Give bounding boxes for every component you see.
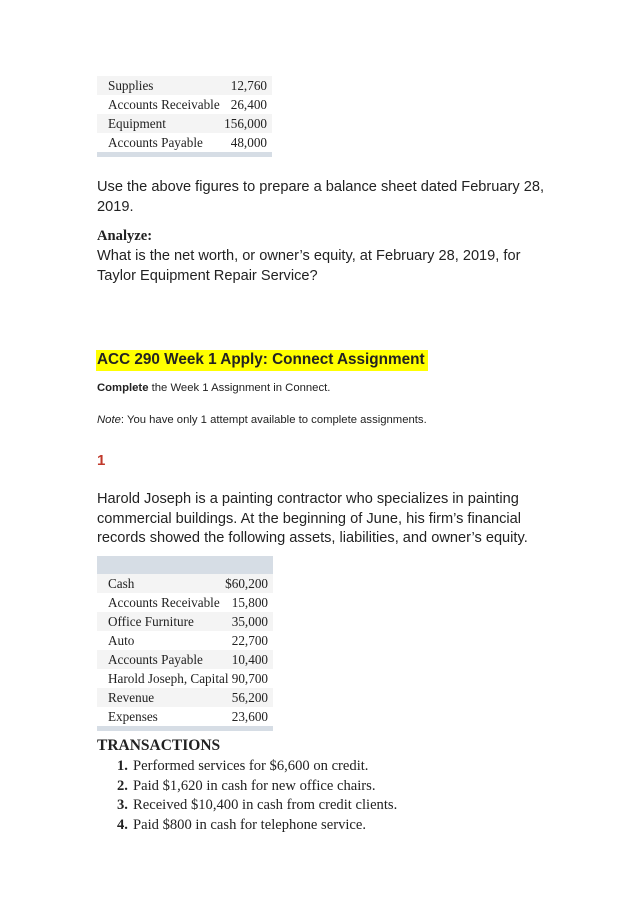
- list-item: [117, 777, 397, 797]
- table-row: [97, 650, 273, 669]
- item-text: Received $10,400 in cash from credit clients.: [133, 797, 398, 814]
- row-value: 15,800: [231, 595, 268, 610]
- row-label: Cash: [108, 576, 135, 591]
- transactions-title: TRANSACTIONS: [97, 737, 221, 754]
- row-value: 10,400: [231, 652, 268, 667]
- item-text: Paid $1,620 in cash for new office chairs.: [133, 777, 376, 794]
- row-value: 26,400: [230, 97, 267, 112]
- item-number: 2.: [117, 777, 128, 794]
- item-number: 1.: [117, 758, 128, 774]
- note-line: [97, 414, 427, 426]
- instruction-text: Use the above figures to prepare a balance sheet dated February 28, 2019.: [97, 179, 545, 215]
- row-label: Auto: [108, 633, 135, 648]
- section-title: ACC 290 Week 1 Apply: Connect Assignment: [96, 350, 428, 371]
- row-value: 56,200: [231, 690, 268, 705]
- table-row: [97, 95, 272, 114]
- table-row: [97, 114, 272, 133]
- item-number: 4.: [117, 816, 128, 833]
- table-row: [97, 612, 273, 631]
- row-value: 156,000: [224, 116, 267, 131]
- row-label: Expenses: [108, 709, 158, 724]
- row-value: 23,600: [231, 709, 268, 724]
- table-row: [97, 574, 273, 593]
- problem-number: 1: [97, 452, 106, 469]
- problem-text: Harold Joseph is a painting contractor who specializes in painting commercial buildings. At the beginning of June, his firm’s financial records showed the following assets, liabilities, and owner’s equity.: [97, 491, 528, 546]
- row-label: Equipment: [108, 116, 166, 131]
- table-footer-band: [97, 152, 272, 157]
- row-value: 12,760: [230, 78, 267, 93]
- row-label: Office Furniture: [108, 614, 194, 629]
- row-value: 22,700: [231, 633, 268, 648]
- complete-rest: the Week 1 Assignment in Connect.: [148, 382, 331, 394]
- table-body: [97, 574, 273, 726]
- table-row: [97, 133, 272, 152]
- table-row: [97, 688, 273, 707]
- row-label: Supplies: [108, 78, 154, 93]
- table-row: [97, 593, 273, 612]
- row-label: Accounts Receivable: [108, 595, 220, 610]
- note-rest: : You have only 1 attempt available to complete assignments.: [120, 414, 427, 426]
- item-text: Performed services for $6,600 on credit.: [133, 758, 369, 774]
- row-label: Harold Joseph, Capital: [108, 671, 229, 686]
- row-label: Accounts Payable: [108, 652, 203, 667]
- table-header-band: [97, 556, 273, 574]
- balance-figures-table: [97, 76, 272, 157]
- list-item: [117, 757, 397, 777]
- table-row: [97, 631, 273, 650]
- row-value: $60,200: [225, 576, 268, 591]
- table-footer-band: [97, 726, 273, 731]
- item-number: 3.: [117, 797, 128, 814]
- analyze-question: What is the net worth, or owner’s equity, at February 28, 2019, for Taylor Equipment Repair Service?: [97, 248, 521, 284]
- item-text: Paid $800 in cash for telephone service.: [133, 816, 367, 833]
- note-label: Note: [97, 414, 121, 426]
- list-item: [117, 796, 397, 816]
- transactions-list: [117, 757, 397, 835]
- row-label: Accounts Receivable: [108, 97, 220, 112]
- list-item: [117, 816, 397, 836]
- row-value: 35,000: [231, 614, 268, 629]
- analyze-label: Analyze:: [97, 228, 153, 244]
- row-label: Revenue: [108, 690, 155, 705]
- complete-bold: Complete: [97, 382, 149, 394]
- table-row: [97, 76, 272, 95]
- row-value: 48,000: [230, 135, 267, 150]
- row-label: Accounts Payable: [108, 135, 203, 150]
- table-row: [97, 669, 273, 688]
- table-row: [97, 707, 273, 726]
- opening-balances-table: [97, 556, 273, 731]
- complete-instruction: [97, 382, 330, 394]
- row-value: 90,700: [231, 671, 268, 686]
- table-body: [97, 76, 272, 152]
